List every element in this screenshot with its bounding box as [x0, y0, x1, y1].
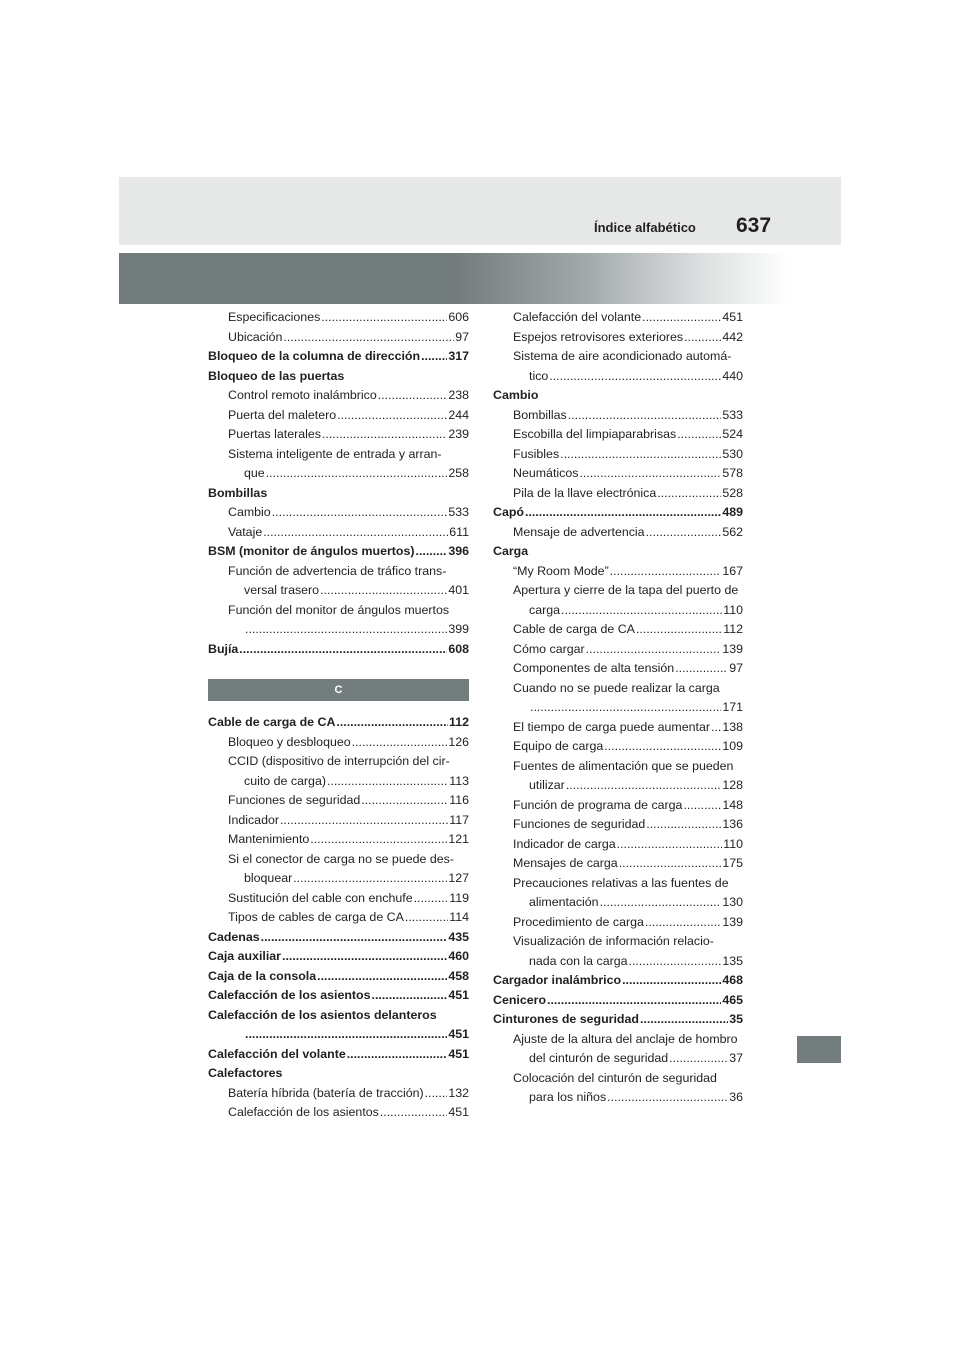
- index-entry-page: 138: [722, 719, 743, 734]
- index-entry-page: 451: [448, 1046, 469, 1061]
- leader-dots: [600, 893, 722, 913]
- index-entry-page: 132: [448, 1085, 469, 1100]
- leader-dots: [372, 986, 448, 1006]
- index-entry-text: Bloqueo de las puertas: [208, 368, 345, 383]
- index-entry-page: 396: [448, 544, 469, 558]
- index-entry: [493, 1030, 743, 1050]
- index-entry-text: Función de programa de carga: [513, 797, 683, 812]
- index-entry-text: Cadenas: [208, 929, 260, 944]
- leader-dots: [380, 1103, 447, 1123]
- index-entry-text: Función de advertencia de tráfico trans-: [228, 563, 447, 578]
- index-entry: [208, 869, 469, 889]
- index-entry-text: Sustitución del cable con enchufe: [228, 890, 413, 905]
- index-entry-text: Espejos retrovisores exteriores: [513, 329, 684, 344]
- leader-dots: [677, 425, 721, 445]
- leader-dots: [610, 562, 722, 582]
- index-entry-page: 524: [722, 427, 743, 441]
- leader-dots: [645, 913, 721, 933]
- index-entry-text: Sistema inteligente de entrada y arran-: [228, 446, 442, 461]
- index-entry: [208, 733, 469, 753]
- index-entry: [208, 752, 469, 772]
- index-entry: [208, 811, 469, 831]
- leader-dots: [414, 889, 449, 909]
- leader-dots: [629, 952, 722, 972]
- index-entry: [493, 698, 743, 718]
- index-entry-text: Indicador de carga: [513, 836, 616, 851]
- index-entry-page: 401: [448, 583, 469, 597]
- leader-dots: [561, 601, 722, 621]
- leader-dots: [607, 1088, 728, 1108]
- index-entry: [493, 620, 743, 640]
- index-entry-page: 562: [722, 524, 743, 539]
- index-entry-text: Visualización de información relacio-: [513, 934, 714, 948]
- leader-dots: [416, 542, 448, 562]
- index-entry-page: 528: [722, 485, 743, 500]
- leader-dots: [405, 908, 448, 928]
- leader-dots: [282, 947, 447, 967]
- leader-dots: [337, 406, 447, 426]
- index-entry: [493, 503, 743, 523]
- leader-dots: [261, 928, 448, 948]
- index-entry-page: 239: [448, 427, 469, 441]
- index-entry: [493, 893, 743, 913]
- index-entry-page: 440: [722, 368, 743, 383]
- leader-dots: [547, 991, 721, 1011]
- index-entry-page: 460: [448, 949, 469, 963]
- index-entry-page: 167: [722, 563, 743, 578]
- leader-dots: [525, 503, 721, 523]
- leader-dots: [245, 1025, 447, 1045]
- leader-dots: [560, 445, 721, 465]
- index-entry: [493, 1010, 743, 1030]
- index-entry-text: Sistema de aire acondicionado automá-: [513, 349, 732, 363]
- leader-dots: [617, 835, 723, 855]
- index-entry-text: carga: [529, 602, 560, 617]
- index-entry: [208, 791, 469, 811]
- index-entry-page: 611: [449, 524, 469, 539]
- index-entry: [493, 601, 743, 621]
- leader-dots: [272, 503, 448, 523]
- index-entry: [493, 815, 743, 835]
- index-entry: [208, 542, 469, 562]
- leader-dots: [361, 791, 448, 811]
- index-entry-text: para los niños: [529, 1090, 607, 1104]
- index-entry-text: Calefactores: [208, 1066, 283, 1080]
- index-entry-text: Mensaje de advertencia: [513, 524, 645, 539]
- index-entry-text: Bloqueo y desbloqueo: [228, 734, 351, 749]
- index-entry-page: 608: [448, 641, 469, 656]
- index-entry: [208, 713, 469, 733]
- index-entry: [208, 425, 469, 445]
- index-entry: [493, 347, 743, 367]
- index-entry: [208, 406, 469, 426]
- index-entry-text: Cuando no se puede realizar la carga: [513, 680, 720, 695]
- leader-dots: [321, 308, 447, 328]
- index-entry: [493, 659, 743, 679]
- index-entry-text: Calefacción de los asientos: [208, 988, 371, 1002]
- index-entry-text: Precauciones relativas a las fuentes de: [513, 875, 729, 890]
- index-entry-text: Procedimiento de carga: [513, 914, 644, 929]
- index-entry-text: del cinturón de seguridad: [529, 1051, 669, 1065]
- index-entry-text: Componentes de alta tensión: [513, 661, 675, 675]
- leader-dots: [711, 718, 721, 738]
- index-entry: [208, 1084, 469, 1104]
- index-entry: [208, 889, 469, 909]
- leader-dots: [425, 1084, 448, 1104]
- index-entry: [493, 757, 743, 777]
- index-entry: [493, 581, 743, 601]
- index-entry-page: 258: [448, 466, 469, 480]
- header-band: [119, 177, 841, 245]
- index-entry: [493, 425, 743, 445]
- leader-dots: [604, 737, 721, 757]
- index-entry: [208, 484, 469, 504]
- leader-dots: [320, 581, 447, 601]
- index-entry-text: Puerta del maletero: [228, 407, 337, 422]
- index-entry-text: Cable de carga de CA: [513, 622, 635, 636]
- index-entry-text: Cinturones de seguridad: [493, 1012, 639, 1026]
- index-entry-text: Neumáticos: [513, 466, 579, 480]
- leader-dots: [675, 659, 728, 679]
- index-entry-text: Cambio: [228, 505, 271, 519]
- index-entry: [208, 562, 469, 582]
- index-entry: [493, 776, 743, 796]
- index-entry-page: 451: [448, 1027, 469, 1041]
- leader-dots: [352, 733, 448, 753]
- index-entry-page: 136: [722, 817, 743, 831]
- side-thumb-tab: [797, 1036, 841, 1063]
- leader-dots: [642, 308, 721, 328]
- index-entry: [493, 562, 743, 582]
- index-entry-text: Cargador inalámbrico: [493, 973, 622, 987]
- index-entry-text: El tiempo de carga puede aumentar: [513, 719, 710, 734]
- index-entry: [208, 640, 469, 660]
- index-entry-page: 35: [729, 1012, 743, 1026]
- leader-dots: [549, 367, 721, 387]
- index-entry-page: 110: [723, 602, 743, 617]
- index-entry: [493, 464, 743, 484]
- index-entry-page: 97: [729, 661, 743, 675]
- index-entry: [493, 542, 743, 562]
- index-entry-text: que: [244, 466, 265, 480]
- index-entry: [208, 1103, 469, 1123]
- index-entry-text: Cambio: [493, 388, 539, 402]
- index-entry-text: tico: [529, 368, 549, 383]
- index-entry-page: 135: [722, 953, 743, 968]
- index-entry: [493, 484, 743, 504]
- section-title: Índice alfabético: [594, 220, 696, 235]
- index-entry-text: Escobilla del limpiaparabrisas: [513, 427, 677, 441]
- index-entry: [493, 328, 743, 348]
- index-entry-text: cuito de carga): [244, 773, 326, 788]
- index-entry-page: 451: [722, 310, 743, 324]
- leader-dots: [317, 967, 447, 987]
- index-entry: [208, 1006, 469, 1026]
- leader-dots: [239, 640, 447, 660]
- index-entry: [493, 718, 743, 738]
- index-entry-page: 119: [449, 890, 469, 905]
- index-entry: [493, 991, 743, 1011]
- index-entry-text: Bombillas: [513, 407, 567, 422]
- index-entry-text: Capó: [493, 505, 524, 519]
- leader-dots: [245, 620, 447, 640]
- index-entry-page: 489: [722, 505, 743, 519]
- leader-dots: [622, 971, 721, 991]
- index-entry-page: 121: [448, 832, 469, 846]
- index-entry-text: CCID (dispositivo de interrupción del cir-: [228, 754, 450, 768]
- index-list: [208, 308, 469, 659]
- index-entry-text: Calefacción del volante: [513, 310, 642, 324]
- index-entry-page: 468: [722, 973, 743, 987]
- index-entry: [208, 581, 469, 601]
- index-list: [208, 713, 469, 1123]
- index-entry: [493, 796, 743, 816]
- index-entry: [208, 308, 469, 328]
- index-entry: [493, 835, 743, 855]
- index-entry: [208, 1045, 469, 1065]
- index-entry-page: 465: [722, 992, 743, 1007]
- index-entry-page: 238: [448, 388, 469, 402]
- index-entry-text: Caja de la consola: [208, 968, 317, 983]
- index-entry-text: bloquear: [244, 871, 293, 885]
- index-entry-page: 435: [448, 929, 469, 944]
- index-entry: [208, 1025, 469, 1045]
- index-entry: [208, 947, 469, 967]
- index-entry: [208, 347, 469, 367]
- index-entry-text: Indicador: [228, 812, 279, 827]
- index-entry: [493, 932, 743, 952]
- index-entry-text: Fusibles: [513, 446, 560, 461]
- index-entry: [208, 967, 469, 987]
- index-entry-text: Batería híbrida (batería de tracción): [228, 1085, 424, 1100]
- index-entry-text: Función del monitor de ángulos muertos: [228, 602, 450, 617]
- index-entry: [208, 367, 469, 387]
- index-entry: [208, 908, 469, 928]
- index-entry-text: Bombillas: [208, 485, 268, 500]
- index-entry-page: 578: [722, 466, 743, 480]
- leader-dots: [530, 698, 721, 718]
- index-entry-page: 458: [448, 968, 469, 983]
- index-entry-text: Ubicación: [228, 329, 283, 344]
- index-entry: [493, 640, 743, 660]
- index-entry-text: Cenicero: [493, 992, 547, 1007]
- index-entry-text: Calefacción del volante: [208, 1046, 346, 1061]
- index-entry-page: 110: [723, 836, 743, 851]
- leader-dots: [280, 811, 448, 831]
- index-entry-page: 37: [729, 1051, 743, 1065]
- index-entry: [208, 850, 469, 870]
- index-column-left: [208, 308, 469, 1123]
- index-entry-text: Pila de la llave electrónica: [513, 485, 657, 500]
- index-entry-text: Control remoto inalámbrico: [228, 388, 377, 402]
- leader-dots: [640, 1010, 728, 1030]
- leader-dots: [636, 620, 722, 640]
- leader-dots: [283, 328, 454, 348]
- index-entry-page: 128: [722, 778, 743, 792]
- index-entry: [493, 367, 743, 387]
- index-entry: [493, 952, 743, 972]
- index-entry-text: nada con la carga: [529, 953, 628, 968]
- index-entry: [208, 620, 469, 640]
- index-entry: [208, 986, 469, 1006]
- index-entry: [208, 386, 469, 406]
- index-entry: [208, 772, 469, 792]
- index-entry: [208, 928, 469, 948]
- index-entry-text: BSM (monitor de ángulos muertos): [208, 544, 415, 558]
- leader-dots: [266, 464, 448, 484]
- index-entry-page: 130: [722, 895, 743, 909]
- index-entry: [493, 854, 743, 874]
- index-entry-page: 117: [449, 812, 469, 827]
- leader-dots: [646, 523, 722, 543]
- index-entry-text: “My Room Mode”: [513, 563, 609, 578]
- index-entry-text: Vataje: [228, 524, 263, 539]
- index-entry-page: 451: [448, 988, 469, 1002]
- index-entry: [208, 523, 469, 543]
- index-entry: [493, 308, 743, 328]
- index-entry-page: 139: [722, 641, 743, 656]
- index-entry-text: utilizar: [529, 778, 565, 792]
- leader-dots: [327, 772, 448, 792]
- leader-dots: [336, 713, 448, 733]
- index-entry-text: Bloqueo de la columna de dirección: [208, 349, 421, 363]
- leader-dots: [619, 854, 722, 874]
- index-entry-page: 533: [448, 505, 469, 519]
- index-entry-text: Cómo cargar: [513, 641, 585, 656]
- index-entry: [493, 445, 743, 465]
- index-list: [493, 308, 743, 1108]
- header-gradient-bar: [119, 253, 789, 304]
- index-entry-text: Fuentes de alimentación que se pueden: [513, 758, 734, 773]
- index-entry-text: Ajuste de la altura del anclaje de hombro: [513, 1031, 738, 1046]
- index-entry-page: 606: [448, 310, 469, 324]
- index-entry-page: 113: [449, 773, 469, 788]
- index-entry-page: 317: [448, 349, 469, 363]
- index-entry-page: 399: [448, 622, 469, 636]
- index-entry-page: 442: [722, 329, 743, 344]
- index-entry: [208, 445, 469, 465]
- leader-dots: [566, 776, 722, 796]
- index-entry: [208, 601, 469, 621]
- index-entry-text: Mensajes de carga: [513, 856, 618, 870]
- index-entry: [493, 971, 743, 991]
- index-entry-text: Colocación del cinturón de seguridad: [513, 1070, 717, 1085]
- index-entry-text: Calefacción de los asientos delanteros: [208, 1007, 437, 1022]
- leader-dots: [421, 347, 447, 367]
- page-number: 637: [736, 214, 772, 237]
- index-entry: [493, 1049, 743, 1069]
- index-entry-page: 175: [722, 856, 743, 870]
- index-entry: [493, 737, 743, 757]
- index-entry: [493, 913, 743, 933]
- index-entry: [208, 464, 469, 484]
- index-entry: [208, 830, 469, 850]
- leader-dots: [586, 640, 722, 660]
- index-entry-page: 244: [448, 407, 469, 422]
- index-entry: [493, 523, 743, 543]
- index-entry-text: Funciones de seguridad: [228, 793, 361, 807]
- index-entry-page: 148: [722, 797, 743, 812]
- index-entry: [493, 679, 743, 699]
- leader-dots: [322, 425, 447, 445]
- index-entry-page: 533: [722, 407, 743, 422]
- index-entry-page: 126: [448, 734, 469, 749]
- leader-dots: [669, 1049, 728, 1069]
- index-entry-text: Tipos de cables de carga de CA: [228, 910, 404, 924]
- index-entry-page: 112: [723, 622, 743, 636]
- index-entry-page: 36: [729, 1090, 743, 1104]
- leader-dots: [310, 830, 447, 850]
- leader-dots: [683, 796, 721, 816]
- leader-dots: [293, 869, 447, 889]
- leader-dots: [378, 386, 448, 406]
- index-entry-page: 451: [448, 1105, 469, 1119]
- leader-dots: [657, 484, 721, 504]
- index-entry-page: 97: [455, 329, 469, 344]
- index-entry: [208, 1064, 469, 1084]
- leader-dots: [646, 815, 721, 835]
- index-entry-page: 112: [449, 715, 469, 729]
- index-entry-text: Si el conector de carga no se puede des-: [228, 851, 454, 866]
- index-entry-page: 109: [722, 739, 743, 753]
- index-entry-text: Bujía: [208, 641, 239, 656]
- index-entry: [493, 1069, 743, 1089]
- index-entry-text: Especificaciones: [228, 310, 321, 324]
- index-entry-text: Carga: [493, 544, 529, 558]
- leader-dots: [684, 328, 721, 348]
- index-entry-page: 139: [722, 914, 743, 929]
- index-entry: [493, 1088, 743, 1108]
- index-column-right: [493, 308, 743, 1108]
- leader-dots: [579, 464, 721, 484]
- index-entry: [493, 386, 743, 406]
- index-entry-text: Puertas laterales: [228, 427, 321, 441]
- index-entry-text: Funciones de seguridad: [513, 817, 646, 831]
- index-entry: [493, 406, 743, 426]
- index-entry-text: Mantenimiento: [228, 832, 310, 846]
- index-entry-text: Calefacción de los asientos: [228, 1105, 379, 1119]
- index-entry-text: alimentación: [529, 895, 599, 909]
- index-entry-page: 530: [722, 446, 743, 461]
- index-entry: [208, 328, 469, 348]
- index-entry-text: versal trasero: [244, 583, 320, 597]
- index-entry-page: 171: [722, 700, 743, 714]
- index-entry-text: Apertura y cierre de la tapa del puerto de: [513, 583, 739, 597]
- index-entry: [208, 503, 469, 523]
- index-entry: [493, 874, 743, 894]
- index-entry-text: Equipo de carga: [513, 739, 604, 753]
- index-entry-page: 127: [448, 871, 469, 885]
- index-entry-text: Caja auxiliar: [208, 949, 282, 963]
- index-entry-page: 116: [449, 793, 469, 807]
- index-entry-text: Cable de carga de CA: [208, 715, 336, 729]
- leader-dots: [347, 1045, 448, 1065]
- leader-dots: [263, 523, 448, 543]
- leader-dots: [568, 406, 722, 426]
- section-letter-bar: C: [208, 679, 469, 701]
- index-entry-page: 114: [449, 910, 469, 924]
